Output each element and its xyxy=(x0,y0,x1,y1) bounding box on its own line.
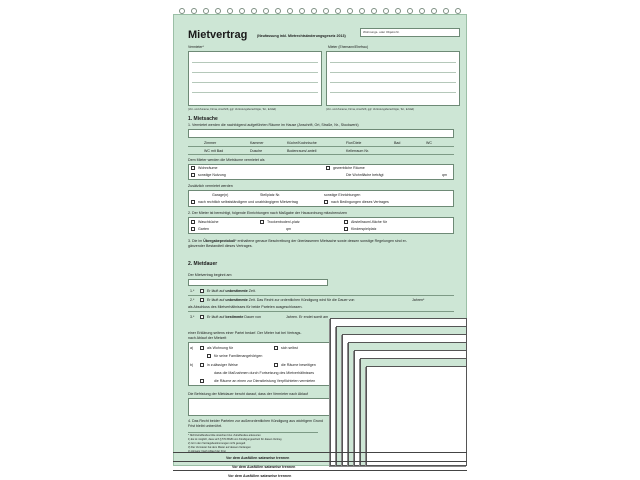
reason-b-text: in zulässiger Weise xyxy=(207,363,238,367)
form-title: Mietvertrag xyxy=(188,29,248,41)
extra-separate-contract-label: nach rechtlich selbstständigem und unabhängigem Mietvertrag xyxy=(198,200,298,204)
copy-sheet-7 xyxy=(366,366,467,466)
room-dusche: Dusche xyxy=(250,149,263,153)
shared-waschkueche-label: Waschküche xyxy=(198,220,219,224)
tenant-label: Mieter (Ehemann/Ehefrau) xyxy=(328,45,368,49)
reason-b-remove-text: die Räume beseitigen xyxy=(281,363,316,367)
footnote-1: * Nichtzutreffendes bitte streichen bzw. Zutreffendes ankreuzen xyxy=(188,434,261,437)
room-bodenraum: Bodenraum/-anteil xyxy=(287,149,317,153)
room-wc: WC xyxy=(426,141,432,145)
footnote-2: 1) Es ist möglich, dass sich § 574 BGB vom Kündigungsschutz für diesen Vertrag xyxy=(188,438,282,441)
shared-abstellraum-checkbox[interactable] xyxy=(344,220,348,224)
shared-trockenboden-checkbox[interactable] xyxy=(260,220,264,224)
option-2-number: 2.* xyxy=(190,298,195,302)
reason-a-checkbox[interactable] xyxy=(200,346,204,350)
reason-b-remove-checkbox[interactable] xyxy=(274,363,278,367)
shared-spielplatz-label: Kinderspielplatz xyxy=(351,227,377,231)
shared-spielplatz-checkbox[interactable] xyxy=(344,227,348,231)
separate-copies-tab-3[interactable]: Vor dem Ausfüllen satzweise trennen xyxy=(228,474,292,478)
shared-garten-unit: qm xyxy=(286,227,291,231)
purpose-label: Dem Mieter werden die Mieträume vermietet als xyxy=(188,158,265,162)
landlord-field[interactable] xyxy=(188,51,322,106)
reason-line-1: einer Erklärung seitens einer Partei bedarf. Der Mieter hat bei Vertrags- xyxy=(188,331,302,335)
room-wc-bad: WC mit Bad xyxy=(204,149,224,153)
tenant-field[interactable] xyxy=(326,51,460,106)
reason-c-text: die Räume an einen zur Dienstleistung Verpflichteten vermieten xyxy=(214,379,316,383)
extra-this-contract-label: nach Bedingungen dieses Vertrages xyxy=(331,200,389,204)
room-flur: Flur/Diele xyxy=(346,141,362,145)
shared-garten-label: Garten xyxy=(198,227,209,231)
option-2-checkbox[interactable] xyxy=(200,298,204,302)
option-3-number: 3.* xyxy=(190,315,195,319)
purpose-sonstige-checkbox[interactable] xyxy=(191,173,195,177)
shared-abstellraum-label: Abstellraum/-fläche für xyxy=(351,220,387,224)
option-1-number: 1.* xyxy=(190,289,195,293)
reason-line-2: nach Ablauf der Mietzeit xyxy=(188,336,227,340)
extra-label: Zusätzlich vermietet werden xyxy=(188,184,233,188)
section-1-intro: 1. Vermietet werden die nachfolgend aufgeführten Räume im Hause (Anschrift, Ort, Straße, Nr., Stockwerk) xyxy=(188,123,359,127)
room-kammer: Kammer xyxy=(250,141,264,145)
form-title-subtitle: (Neufassung inkl. Mietrechtsänderungsgesetz 2013) xyxy=(257,34,346,38)
reason-a-family-checkbox[interactable] xyxy=(207,354,211,358)
start-date-label: Der Mietvertrag beginnt am xyxy=(188,273,232,277)
waiver-label: als Abschluss des Mietverhältnisses für beide Parteien ausgeschlossen. xyxy=(188,305,303,309)
reason-c-checkbox[interactable] xyxy=(200,379,204,383)
shared-garten-checkbox[interactable] xyxy=(191,227,195,231)
option-2-text: Er läuft auf unbestimmte Zeit. Das Recht zur ordentlichen Kündigung wird für die Dauer von xyxy=(207,298,355,302)
option-3-unit: Jahren. Er endet somit am xyxy=(286,315,329,319)
room-keller: Kellerraum Nr. xyxy=(346,149,369,153)
purpose-gewerblich-label: gewerbliche Räume xyxy=(333,166,365,170)
purpose-wohnraeume-checkbox[interactable] xyxy=(191,166,195,170)
section-2-heading: 2. Mietdauer xyxy=(188,261,218,267)
shared-label: 2. Der Mieter ist berechtigt, folgende Einrichtungen nach Maßgabe der Hausordnung mitzubenutzen xyxy=(188,211,348,215)
option-1-text: Er läuft auf unbestimmte Zeit. xyxy=(207,289,256,293)
tenant-note: (Vor- und Zuname, Firma, Anschrift, ggf. Vertretungsberechtigte, Tel., E-Mail) xyxy=(326,108,415,111)
purpose-sonstige-label: sonstige Nutzung xyxy=(198,173,226,177)
purpose-box xyxy=(188,164,454,180)
room-kueche: Küche/Kochnische xyxy=(287,141,317,145)
separate-copies-tab-2[interactable]: Vor dem Ausfüllen satzweise trennen xyxy=(232,465,296,469)
purpose-gewerblich-checkbox[interactable] xyxy=(326,166,330,170)
shared-waschkueche-checkbox[interactable] xyxy=(191,220,195,224)
reason-a-self-text: sich selbst xyxy=(281,346,298,350)
footnote-4: 3) Der Vermieter hat dem Mieter auf dessen Verlangen xyxy=(188,446,251,449)
extra-stellplatz: Stellplatz Nr. xyxy=(260,193,281,197)
reason-a-label: a) xyxy=(190,346,194,350)
room-zimmer: Zimmer xyxy=(204,141,217,145)
start-date-field[interactable] xyxy=(188,279,328,286)
option-1-checkbox[interactable] xyxy=(200,289,204,293)
extra-sonstige: sonstige Einrichtungen xyxy=(324,193,361,197)
extra-separate-contract-checkbox[interactable] xyxy=(191,200,195,204)
notice-line-2: Frist bleibt unberührt. xyxy=(188,424,222,428)
footnote-3: 2) Ist in den Vertragsbestimmungen nicht geregelt xyxy=(188,442,246,445)
property-address-field[interactable] xyxy=(188,129,454,138)
living-area-label: Die Wohnfläche beträgt xyxy=(346,173,384,177)
landlord-label: Vermieter* xyxy=(188,45,204,49)
purpose-wohnraeume-label: Wohnräume xyxy=(198,166,218,170)
reason-a-family-text: für seine Familienangehörigen xyxy=(214,354,263,358)
reason-a-text: als Wohnung für xyxy=(207,346,234,350)
living-area-unit: qm xyxy=(442,173,447,177)
notice-line-1: 4. Das Recht beider Parteien zur außerordentlichen Kündigung aus wichtigem Grund xyxy=(188,419,324,423)
reason-b-measures-text: dass die Maßnahmen durch Fortsetzung des Mietverhältnisses xyxy=(214,371,315,375)
footnote-5: 4) Hinweis: Nach Ablauf der Frist xyxy=(188,450,226,453)
reason-a-self-checkbox[interactable] xyxy=(274,346,278,350)
separate-copies-tab-1[interactable]: Vor dem Ausfüllen satzweise trennen xyxy=(226,456,290,460)
shared-trockenboden-label: Trockenboden/-platz xyxy=(267,220,300,224)
shared-box xyxy=(188,217,454,234)
limit-label: Die Befristung der Mietdauer beruht darauf, dass der Vermieter nach Ablauf xyxy=(188,392,309,396)
room-bad: Bad xyxy=(394,141,401,145)
reason-b-label: b) xyxy=(190,363,194,367)
section-1-heading: 1. Mietsache xyxy=(188,116,218,122)
handover-note: 3. Die im Übergabeprotokoll* enthaltene genaue Beschreibung der überlassenen Mietsache sowie dessen sonstige Regelungen sind er- xyxy=(188,239,407,243)
option-3-checkbox[interactable] xyxy=(200,315,204,319)
handover-note-line2: gänzender Bestandteil dieses Vertrages. xyxy=(188,244,253,248)
extra-this-contract-checkbox[interactable] xyxy=(324,200,328,204)
option-3-text: Er läuft auf bestimmte Dauer von xyxy=(207,315,261,319)
landlord-note: (Vor- und Zuname, Firma, Anschrift, ggf. Vertretungsberechtigte, Tel., E-Mail) xyxy=(188,108,277,111)
reason-b-checkbox[interactable] xyxy=(200,363,204,367)
option-2-unit: Jahren* xyxy=(412,298,425,302)
extra-garage: Garage(n) xyxy=(212,193,229,197)
object-number-field[interactable]: Wohnungs- oder Objekt-Nr. xyxy=(360,28,460,37)
